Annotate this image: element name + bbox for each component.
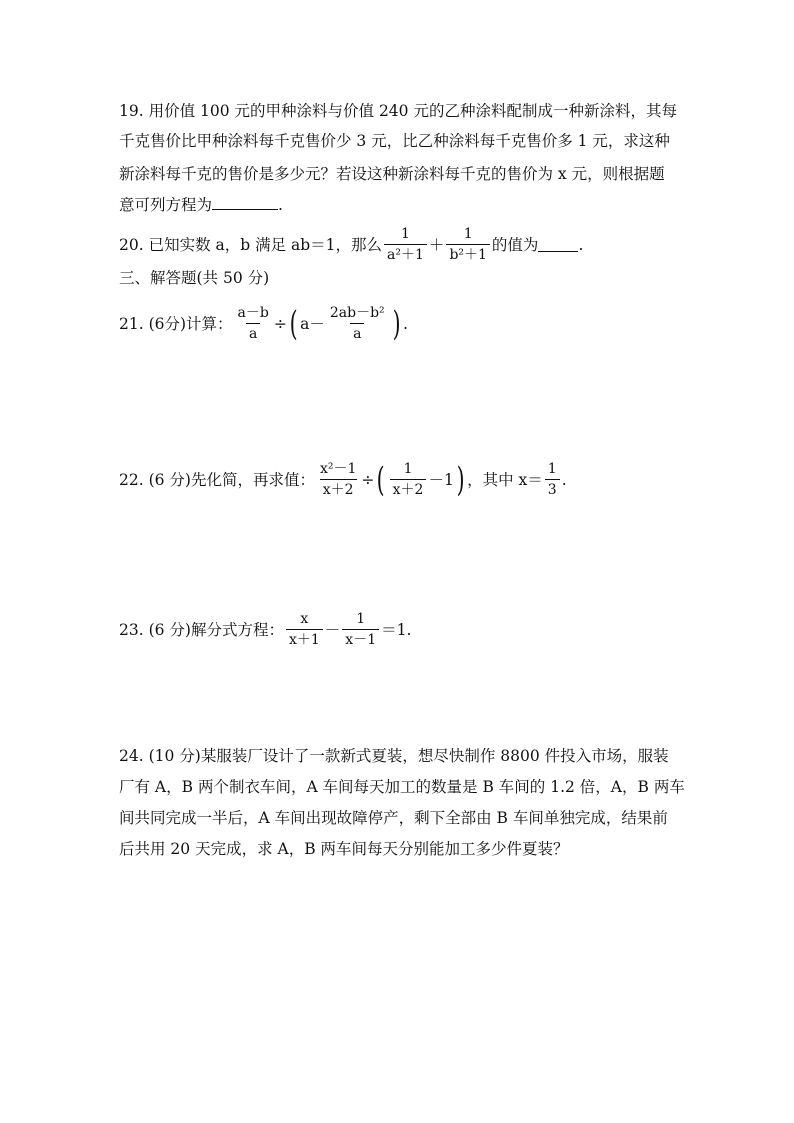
q23-f1-den: x＋1 xyxy=(286,629,323,648)
q20-end: . xyxy=(578,235,584,254)
section-heading: 三、解答题(共 50 分) xyxy=(119,269,270,287)
q21-end: . xyxy=(402,314,408,333)
q22-line xyxy=(119,461,567,498)
q21-right-paren: ) xyxy=(392,303,401,344)
q22-right-paren: ) xyxy=(456,459,465,500)
q22-f2-den: x＋2 xyxy=(390,479,427,498)
q23-f1-num: x xyxy=(300,611,309,627)
q21-f2-den: a xyxy=(350,323,364,342)
q23-line xyxy=(119,611,411,648)
q22-prefix: 22. (6 分)先化简，再求值： xyxy=(119,470,315,489)
q19-answer-blank xyxy=(212,195,278,210)
q21-line xyxy=(119,305,408,342)
q20-f2-num: 1 xyxy=(463,226,473,242)
q23-fraction-1 xyxy=(286,611,323,648)
q23-end: ＝1. xyxy=(381,620,412,639)
q24-line-4: 后共用 20 天完成，求 A，B 两车间每天分别能加工多少件夏装？ xyxy=(119,840,569,858)
q22-fraction-2 xyxy=(390,461,427,498)
q19-line-2: 千克售价比甲种涂料每千克售价少 3 元，比乙种涂料每千克售价多 1 元，求这种 xyxy=(119,132,670,150)
q22-div: ÷ xyxy=(361,470,375,489)
q22-f3-den: 3 xyxy=(545,479,560,498)
q20-f1-den: a²＋1 xyxy=(384,244,427,263)
q20-line xyxy=(119,226,583,263)
q23-minus: － xyxy=(324,620,341,639)
q23-f2-num: 1 xyxy=(356,611,366,627)
q21-f1-den: a xyxy=(246,323,260,342)
q20-fraction-2 xyxy=(446,226,489,263)
q20-prefix: 20. 已知实数 a，b 满足 ab＝1，那么 xyxy=(119,235,383,254)
q19-line-3: 新涂料每千克的售价是多少元？若设这种新涂料每千克的售价为 x 元，则根据题 xyxy=(119,165,665,183)
q21-a: a－ xyxy=(300,314,325,333)
q20-suffix: 的值为 xyxy=(491,235,539,254)
q20-plus: ＋ xyxy=(428,235,445,254)
q21-f1-num: a－b xyxy=(237,305,269,321)
q21-div: ÷ xyxy=(273,314,287,333)
q20-fraction-1 xyxy=(384,226,427,263)
q22-f1-num: x²－1 xyxy=(319,461,357,477)
q22-end: . xyxy=(561,470,567,489)
q22-f3-num: 1 xyxy=(547,461,557,477)
q21-fraction-2 xyxy=(327,305,388,342)
q24-line-3: 间共同完成一半后，A 车间出现故障停产，剩下全部由 B 车间单独完成，结果前 xyxy=(119,809,668,827)
q22-fraction-1 xyxy=(317,461,359,498)
q19-line-4 xyxy=(119,195,283,215)
q21-f2-num: 2ab－b² xyxy=(329,305,385,321)
q23-fraction-2 xyxy=(342,611,379,648)
q19-end: . xyxy=(278,196,283,214)
q23-f2-den: x－1 xyxy=(342,629,379,648)
q22-fraction-3 xyxy=(545,461,560,498)
q22-f1-den: x＋2 xyxy=(320,479,357,498)
q22-mid: ，其中 x＝ xyxy=(467,470,543,489)
q24-line-1: 24. (10 分)某服装厂设计了一款新式夏装，想尽快制作 8800 件投入市场，服装 xyxy=(119,747,669,765)
q22-f2-num: 1 xyxy=(403,461,413,477)
q19-line-4-text: 意可列方程为 xyxy=(119,196,213,214)
q20-f2-den: b²＋1 xyxy=(446,244,489,263)
q19-line-1: 19. 用价值 100 元的甲种涂料与价值 240 元的乙种涂料配制成一种新涂料，其每 xyxy=(119,102,677,120)
q20-f1-num: 1 xyxy=(401,226,410,242)
q20-answer-blank xyxy=(538,237,578,252)
q21-prefix: 21. (6分)计算： xyxy=(119,314,233,333)
q23-prefix: 23. (6 分)解分式方程： xyxy=(119,620,284,639)
q21-fraction-1 xyxy=(235,305,272,342)
q24-line-2: 厂有 A，B 两个制衣车间，A 车间每天加工的数量是 B 车间的 1.2 倍，A，B 两车 xyxy=(119,778,685,796)
q22-left-paren: ( xyxy=(377,459,386,500)
q21-left-paren: ( xyxy=(289,303,298,344)
q22-minus-one: －1 xyxy=(428,470,454,489)
